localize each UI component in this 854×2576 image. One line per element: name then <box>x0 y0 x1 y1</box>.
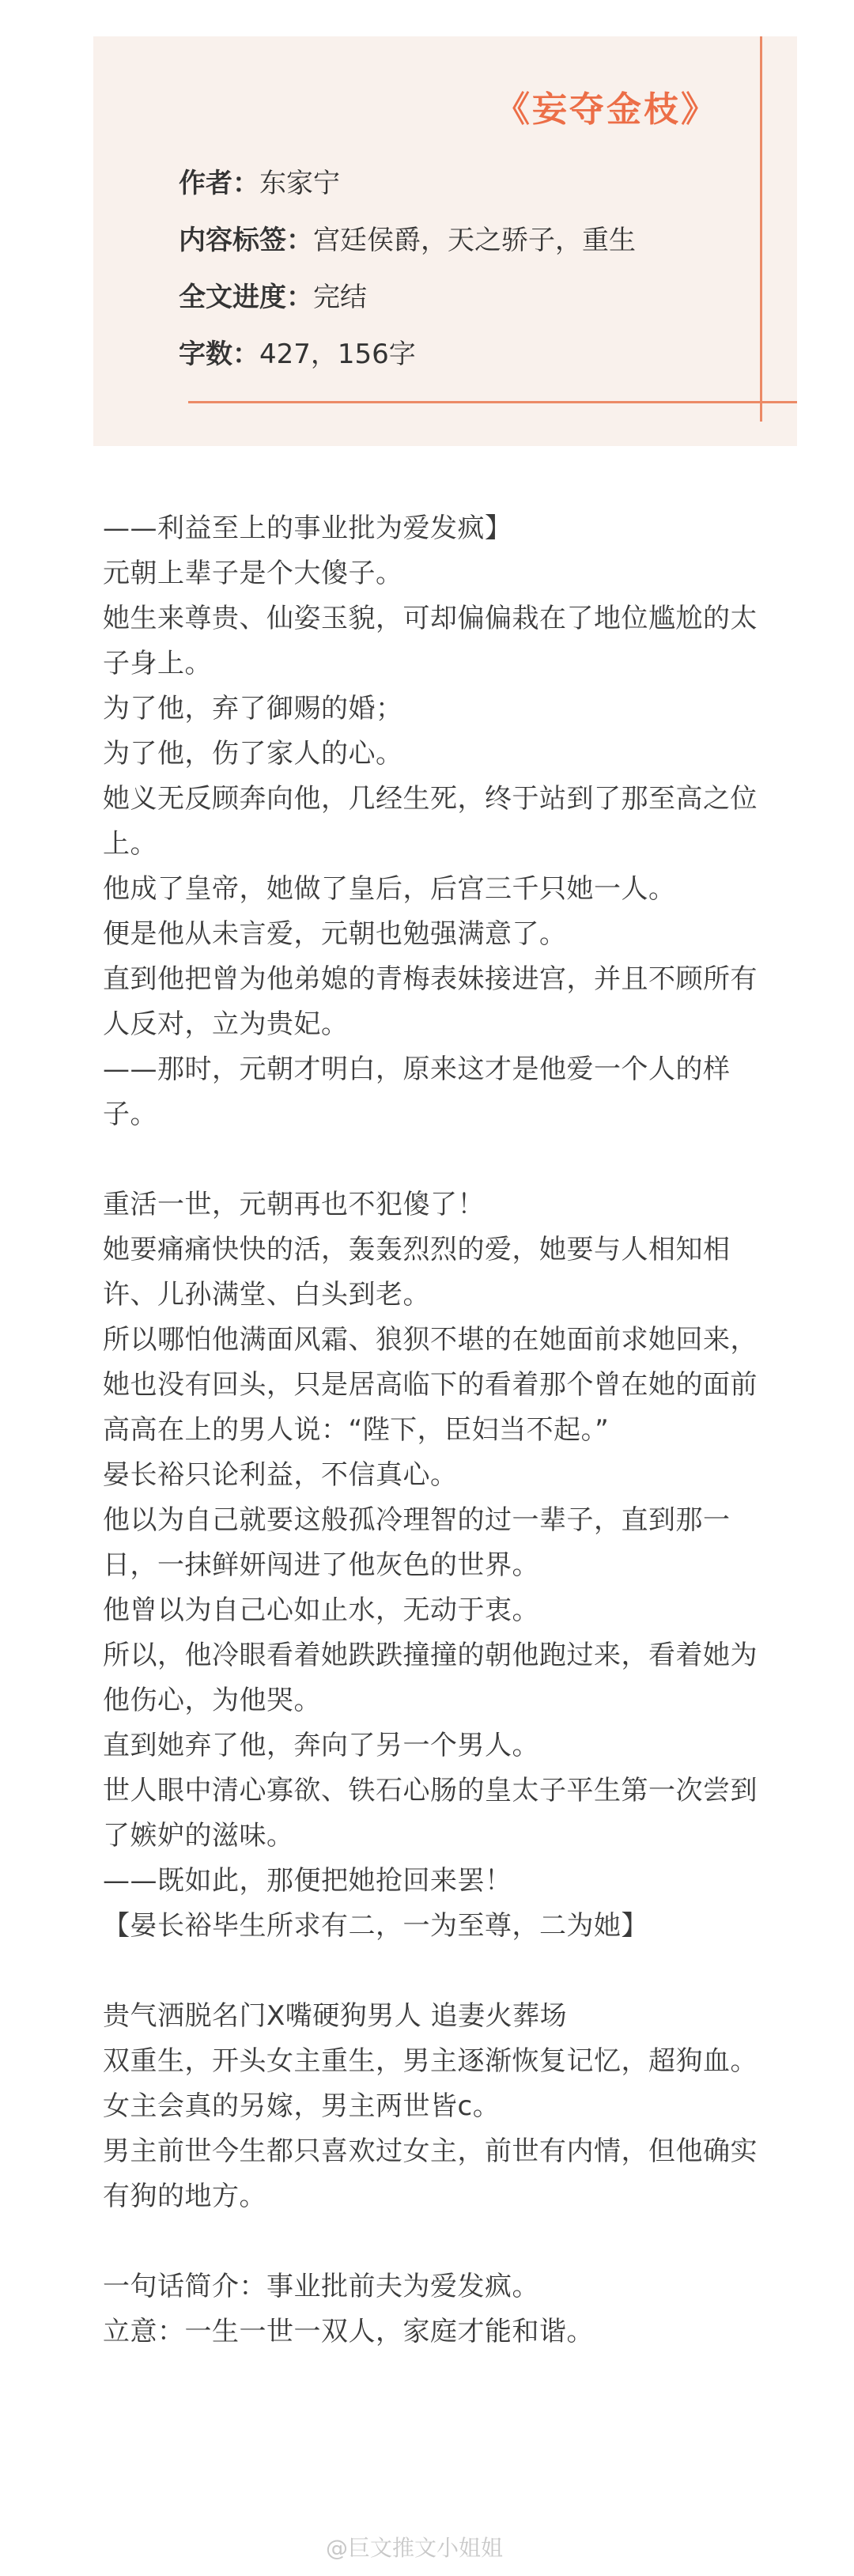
synopsis-paragraph: 所以哪怕他满面风霜、狼狈不堪的在她面前求她回来，她也没有回头，只是居高临下的看着那个曾在她的面前高高在上的男人说：“陛下，臣妇当不起。” <box>103 1324 758 1446</box>
synopsis-paragraph: 男主前世今生都只喜欢过女主，前世有内情，但他确实有狗的地方。 <box>103 2135 758 2212</box>
synopsis-paragraph: 他成了皇帝，她做了皇后，后宫三千只她一人。 <box>103 873 676 905</box>
synopsis-paragraph: 【晏长裕毕生所求有二，一为至尊，二为她】 <box>103 1910 648 1942</box>
synopsis-paragraph: 双重生，开头女主重生，男主逐渐恢复记忆，超狗血。 <box>103 2045 758 2077</box>
synopsis-paragraph: 他曾以为自己心如止水，无动于衷。 <box>103 1594 539 1626</box>
synopsis-paragraph: 所以，他冷眼看着她跌跌撞撞的朝他跑过来，看着她为他伤心，为他哭。 <box>103 1640 758 1716</box>
synopsis-paragraph: 女主会真的另嫁，男主两世皆c。 <box>103 2090 501 2122</box>
meta-key: 作者： <box>179 168 259 199</box>
synopsis-paragraph: ——既如此，那便把她抢回来罢！ <box>103 1865 512 1897</box>
synopsis-paragraph: 她要痛痛快快的活，轰轰烈烈的爱，她要与人相知相许、儿孙满堂、白头到老。 <box>103 1234 731 1311</box>
meta-value: 东家宁 <box>259 168 340 199</box>
synopsis-paragraph: 世人眼中清心寡欲、铁石心肠的皇太子平生第一次尝到了嫉妒的滋味。 <box>103 1775 758 1852</box>
synopsis-paragraph: 立意：一生一世一双人，家庭才能和谐。 <box>103 2316 594 2347</box>
meta-progress <box>179 269 748 326</box>
synopsis-paragraph: 晏长裕只论利益，不信真心。 <box>103 1459 458 1491</box>
watermark: @巨文推文小姐姐 <box>326 2535 504 2561</box>
synopsis-paragraph: ——利益至上的事业批为爱发疯】 <box>103 513 512 544</box>
meta-key: 内容标签： <box>179 225 313 256</box>
book-title: 《妄夺金枝》 <box>495 89 718 130</box>
paragraph-gap <box>103 1137 767 1182</box>
synopsis-paragraph: 他以为自己就要这般孤冷理智的过一辈子，直到那一日，一抹鲜妍闯进了他灰色的世界。 <box>103 1504 731 1581</box>
book-meta-list <box>179 155 748 383</box>
meta-key: 全文进度： <box>179 282 313 313</box>
synopsis-paragraph: 她生来尊贵、仙姿玉貌，可却偏偏栽在了地位尴尬的太子身上。 <box>103 603 758 679</box>
synopsis-paragraph: 直到他把曾为他弟媳的青梅表妹接进宫，并且不顾所有人反对，立为贵妃。 <box>103 963 758 1040</box>
meta-value: 427，156字 <box>259 339 416 370</box>
synopsis-paragraph: ——那时，元朝才明白，原来这才是他爱一个人的样子。 <box>103 1053 731 1130</box>
synopsis-paragraph: 元朝上辈子是个大傻子。 <box>103 558 403 589</box>
synopsis-paragraph: 贵气洒脱名门X嘴硬狗男人 追妻火葬场 <box>103 2000 568 2032</box>
synopsis-paragraph: 直到她弃了他，奔向了另一个男人。 <box>103 1730 539 1761</box>
synopsis-paragraph: 她义无反顾奔向他，几经生死，终于站到了那至高之位上。 <box>103 783 758 860</box>
synopsis-paragraph: 重活一世，元朝再也不犯傻了！ <box>103 1189 485 1220</box>
meta-value: 完结 <box>313 282 367 313</box>
meta-value: 宫廷侯爵，天之骄子，重生 <box>313 225 636 256</box>
synopsis-paragraph: 一句话简介：事业批前夫为爱发疯。 <box>103 2271 539 2302</box>
synopsis-body <box>103 506 767 2355</box>
meta-word-count <box>179 326 748 383</box>
book-info-card <box>93 36 797 446</box>
synopsis-paragraph: 为了他，弃了御赐的婚； <box>103 693 403 724</box>
paragraph-gap <box>103 2219 767 2264</box>
synopsis-paragraph: 便是他从未言爱，元朝也勉强满意了。 <box>103 918 567 950</box>
paragraph-gap <box>103 1949 767 1994</box>
meta-author <box>179 155 748 212</box>
meta-tags <box>179 212 748 269</box>
decorative-vertical-line <box>760 36 762 422</box>
meta-key: 字数： <box>179 339 259 370</box>
synopsis-paragraph: 为了他，伤了家人的心。 <box>103 738 403 770</box>
decorative-horizontal-line <box>188 401 797 403</box>
